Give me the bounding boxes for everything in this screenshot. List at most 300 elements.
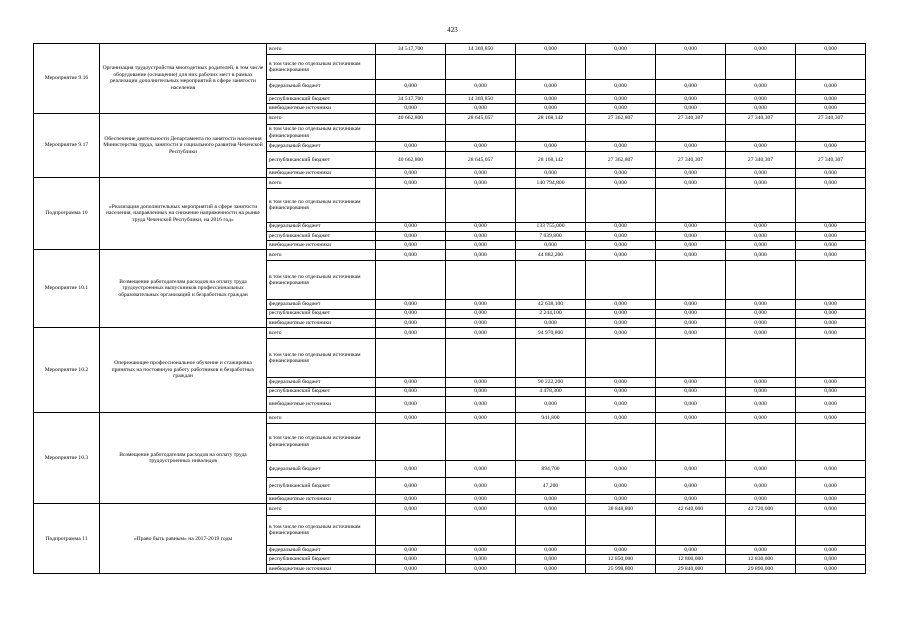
amount-cell [446,124,516,141]
amount-cell: 0,000 [726,300,796,309]
amount-cell: 0,000 [446,460,516,477]
amount-cell: 0,000 [726,231,796,240]
amount-cell: 0,000 [586,169,656,178]
amount-cell: 90 222,200 [516,378,586,387]
amount-cell [516,515,586,546]
amount-cell: 0,000 [796,104,866,113]
amount-cell: 0,000 [446,231,516,240]
program-code: Мероприятие 10.1 [34,249,100,327]
amount-cell: 0,000 [796,79,866,94]
amount-cell: 0,000 [656,231,726,240]
amount-cell [726,124,796,141]
amount-cell: 27 340,307 [656,113,726,124]
table-row [34,412,866,423]
amount-cell: 0,000 [446,309,516,318]
table-row [34,178,866,189]
amount-cell: 0,000 [446,387,516,396]
amount-cell: 0,000 [796,309,866,318]
amount-cell: 0,000 [656,300,726,309]
amount-cell [376,124,446,141]
amount-cell [516,189,586,222]
amount-cell: 0,000 [726,546,796,555]
amount-cell: 0,000 [656,460,726,477]
amount-cell: 0,000 [376,240,446,249]
funding-source: всего [267,113,376,124]
amount-cell: 0,000 [586,178,656,189]
amount-cell: 941,800 [516,412,586,423]
amount-cell: 0,000 [586,495,656,504]
amount-cell: 0,000 [726,44,796,55]
funding-source: федеральный бюджет [267,222,376,231]
amount-cell: 0,000 [726,169,796,178]
amount-cell: 29 890,000 [726,564,796,573]
amount-cell: 0,000 [586,44,656,55]
amount-cell [376,189,446,222]
amount-cell [586,423,656,460]
amount-cell: 0,000 [516,318,586,327]
amount-cell [586,189,656,222]
amount-cell [656,55,726,80]
amount-cell: 0,000 [656,387,726,396]
amount-cell: 0,000 [726,378,796,387]
funding-source: внебюджетные источники [267,396,376,412]
amount-cell: 0,000 [446,141,516,151]
amount-cell: 0,000 [376,231,446,240]
funding-source: в том числе по отдельным источникам финансирования [267,124,376,141]
amount-cell: 0,000 [796,44,866,55]
funding-source: в том числе по отдельным источникам финансирования [267,261,376,300]
amount-cell: 0,000 [726,249,796,260]
funding-source: федеральный бюджет [267,79,376,94]
amount-cell: 0,000 [726,412,796,423]
amount-cell: 2 244,100 [516,309,586,318]
amount-cell: 0,000 [446,546,516,555]
funding-source: федеральный бюджет [267,141,376,151]
amount-cell: 0,000 [656,104,726,113]
amount-cell: 0,000 [586,412,656,423]
amount-cell [726,515,796,546]
amount-cell: 0,000 [726,478,796,495]
amount-cell: 42 640,000 [656,504,726,515]
amount-cell: 0,000 [446,178,516,189]
amount-cell: 0,000 [376,460,446,477]
amount-cell: 0,000 [796,249,866,260]
amount-cell: 0,000 [376,495,446,504]
amount-cell: 0,000 [446,495,516,504]
amount-cell: 0,000 [376,309,446,318]
funding-source: республиканский бюджет [267,478,376,495]
amount-cell: 0,000 [586,387,656,396]
amount-cell: 0,000 [656,79,726,94]
funding-source: внебюджетные источники [267,495,376,504]
amount-cell [446,515,516,546]
amount-cell: 0,000 [796,460,866,477]
amount-cell [726,55,796,80]
amount-cell: 0,000 [726,327,796,338]
funding-source: федеральный бюджет [267,300,376,309]
amount-cell: 4 478,300 [516,387,586,396]
amount-cell: 0,000 [446,564,516,573]
page-number: 423 [447,26,458,34]
amount-cell [376,55,446,80]
amount-cell [726,261,796,300]
amount-cell [656,338,726,377]
amount-cell: 28 168,142 [516,113,586,124]
program-code: Мероприятие 9.16 [34,44,100,114]
amount-cell: 0,000 [446,240,516,249]
amount-cell: 0,000 [446,478,516,495]
amount-cell: 0,000 [516,504,586,515]
amount-cell: 0,000 [726,396,796,412]
amount-cell: 0,000 [376,104,446,113]
amount-cell: 0,000 [796,141,866,151]
amount-cell: 0,000 [376,396,446,412]
funding-source: республиканский бюджет [267,387,376,396]
amount-cell: 0,000 [796,94,866,104]
program-code: Мероприятие 10.2 [34,327,100,412]
amount-cell: 0,000 [586,240,656,249]
program-name: «Право быть равным» на 2017-2019 годы [100,504,267,574]
amount-cell: 40 662,800 [376,151,446,168]
table-row [34,327,866,338]
amount-cell: 29 840,000 [656,564,726,573]
amount-cell: 0,000 [796,318,866,327]
funding-source: всего [267,249,376,260]
amount-cell: 14 369,850 [446,44,516,55]
amount-cell: 12 800,000 [656,555,726,564]
funding-source: внебюджетные источники [267,318,376,327]
amount-cell: 0,000 [586,104,656,113]
amount-cell: 0,000 [376,555,446,564]
amount-cell: 0,000 [446,249,516,260]
amount-cell [446,55,516,80]
amount-cell: 0,000 [726,309,796,318]
amount-cell: 0,000 [726,104,796,113]
amount-cell: 0,000 [446,300,516,309]
amount-cell: 0,000 [796,504,866,515]
amount-cell: 0,000 [446,104,516,113]
program-name: Возмещение работодателям расходов на оплату труда трудоустроенных выпускников профессиональных образовательных организаций и безработных граждан [100,249,267,327]
amount-cell: 27 340,307 [796,151,866,168]
funding-source: всего [267,327,376,338]
amount-cell [656,423,726,460]
amount-cell: 0,000 [796,387,866,396]
amount-cell: 0,000 [516,79,586,94]
amount-cell: 27 340,307 [656,151,726,168]
amount-cell: 0,000 [446,412,516,423]
amount-cell: 42 638,100 [516,300,586,309]
amount-cell: 0,000 [586,478,656,495]
amount-cell: 0,000 [376,300,446,309]
amount-cell [516,423,586,460]
amount-cell: 34 517,700 [376,94,446,104]
amount-cell: 0,000 [586,94,656,104]
amount-cell: 0,000 [726,460,796,477]
amount-cell: 0,000 [796,546,866,555]
amount-cell [586,338,656,377]
amount-cell: 0,000 [516,564,586,573]
amount-cell: 894,700 [516,460,586,477]
amount-cell: 0,000 [376,546,446,555]
amount-cell [446,338,516,377]
amount-cell: 0,000 [586,318,656,327]
amount-cell [586,261,656,300]
program-code: Мероприятие 9.17 [34,113,100,178]
amount-cell: 0,000 [376,318,446,327]
funding-source: внебюджетные источники [267,104,376,113]
funding-source: федеральный бюджет [267,378,376,387]
amount-cell: 44 882,200 [516,249,586,260]
funding-source: внебюджетные источники [267,564,376,573]
amount-cell: 0,000 [796,555,866,564]
amount-cell [376,423,446,460]
funding-source: республиканский бюджет [267,555,376,564]
funding-source: всего [267,412,376,423]
amount-cell: 0,000 [376,504,446,515]
amount-cell [446,423,516,460]
amount-cell [656,124,726,141]
funding-source: в том числе по отдельным источникам финансирования [267,423,376,460]
program-name: Возмещение работодателям расходов на оплату труда трудоустроенных инвалидов [100,412,267,504]
funding-source: в том числе по отдельным источникам финансирования [267,338,376,377]
program-name: Организация трудоустройства многодетных родителей, в том числе оборудование (оснащение) для них рабочих мест в рамках реализации дополнительных мероприятий в сфере занятости населения [100,44,267,114]
amount-cell: 0,000 [726,387,796,396]
amount-cell: 47,200 [516,478,586,495]
amount-cell: 0,000 [726,141,796,151]
amount-cell: 42 720,000 [726,504,796,515]
amount-cell: 0,000 [796,564,866,573]
amount-cell [376,515,446,546]
amount-cell: 0,000 [796,231,866,240]
amount-cell: 0,000 [726,240,796,249]
amount-cell: 0,000 [656,169,726,178]
funding-source: всего [267,44,376,55]
amount-cell: 0,000 [796,222,866,231]
amount-cell: 0,000 [796,412,866,423]
amount-cell: 0,000 [586,327,656,338]
amount-cell: 0,000 [796,178,866,189]
funding-source: республиканский бюджет [267,309,376,318]
program-name: «Реализация дополнительных мероприятий в сфере занятости населения, направленных на снижение напряженности на рынке труда Чеченской Республики, на 2016 год» [100,178,267,250]
amount-cell [796,338,866,377]
amount-cell: 0,000 [516,169,586,178]
amount-cell: 0,000 [516,94,586,104]
amount-cell: 27 340,307 [726,151,796,168]
amount-cell: 0,000 [516,44,586,55]
amount-cell: 0,000 [376,478,446,495]
amount-cell [376,261,446,300]
amount-cell: 0,000 [516,555,586,564]
amount-cell: 0,000 [656,249,726,260]
amount-cell: 0,000 [796,378,866,387]
amount-cell: 0,000 [656,378,726,387]
funding-source: федеральный бюджет [267,460,376,477]
amount-cell: 0,000 [516,104,586,113]
funding-source: республиканский бюджет [267,94,376,104]
amount-cell: 0,000 [656,495,726,504]
amount-cell: 0,000 [376,564,446,573]
amount-cell: 0,000 [446,327,516,338]
amount-cell [726,338,796,377]
amount-cell: 0,000 [516,141,586,151]
amount-cell [586,124,656,141]
amount-cell: 0,000 [376,222,446,231]
amount-cell: 28 645,057 [446,113,516,124]
amount-cell: 12 850,000 [586,555,656,564]
amount-cell: 0,000 [376,249,446,260]
table-row [34,44,866,55]
amount-cell: 0,000 [376,327,446,338]
amount-cell: 0,000 [586,141,656,151]
amount-cell [516,261,586,300]
amount-cell [656,261,726,300]
funding-source: всего [267,504,376,515]
amount-cell: 0,000 [796,300,866,309]
amount-cell: 0,000 [726,495,796,504]
amount-cell: 0,000 [516,240,586,249]
funding-source: федеральный бюджет [267,546,376,555]
funding-source: внебюджетные источники [267,169,376,178]
amount-cell [446,261,516,300]
amount-cell: 0,000 [656,222,726,231]
funding-source: республиканский бюджет [267,151,376,168]
amount-cell [796,423,866,460]
amount-cell [726,189,796,222]
amount-cell [726,423,796,460]
amount-cell: 28 645,057 [446,151,516,168]
amount-cell [516,55,586,80]
amount-cell [796,261,866,300]
funding-source: внебюджетные источники [267,240,376,249]
amount-cell: 0,000 [516,396,586,412]
funding-source: в том числе по отдельным источникам финансирования [267,55,376,80]
amount-cell: 0,000 [586,378,656,387]
amount-cell: 0,000 [586,222,656,231]
amount-cell: 0,000 [796,327,866,338]
amount-cell: 0,000 [586,396,656,412]
amount-cell [656,515,726,546]
amount-cell: 0,000 [446,396,516,412]
program-code: Подпрограмма 11 [34,504,100,574]
amount-cell: 7 039,800 [516,231,586,240]
amount-cell: 0,000 [376,412,446,423]
budget-table [33,43,866,574]
amount-cell: 25 998,800 [586,564,656,573]
amount-cell: 27 340,307 [726,113,796,124]
amount-cell: 0,000 [516,546,586,555]
amount-cell: 0,000 [726,79,796,94]
table-row [34,504,866,515]
program-name: Обеспечение деятельности Департамента по занятости населения Министерства труда, занятости и социального развития Чеченской Республики [100,113,267,178]
amount-cell [796,515,866,546]
amount-cell: 0,000 [726,318,796,327]
amount-cell: 0,000 [376,378,446,387]
amount-cell: 0,000 [586,79,656,94]
funding-source: в том числе по отдельным источникам финансирования [267,189,376,222]
amount-cell: 0,000 [796,396,866,412]
program-code: Подпрограмма 10 [34,178,100,250]
amount-cell: 133 755,000 [516,222,586,231]
amount-cell: 0,000 [516,495,586,504]
amount-cell [516,124,586,141]
amount-cell: 0,000 [726,222,796,231]
funding-source: республиканский бюджет [267,231,376,240]
amount-cell: 27 340,307 [796,113,866,124]
amount-cell: 0,000 [656,94,726,104]
amount-cell: 0,000 [376,79,446,94]
amount-cell [796,124,866,141]
amount-cell: 0,000 [376,178,446,189]
amount-cell: 0,000 [586,249,656,260]
amount-cell: 27 362,807 [586,113,656,124]
amount-cell: 0,000 [796,478,866,495]
amount-cell: 27 362,807 [586,151,656,168]
table-row [34,113,866,124]
amount-cell [796,55,866,80]
amount-cell: 0,000 [586,546,656,555]
funding-source: в том числе по отдельным источникам финансирования [267,515,376,546]
amount-cell: 0,000 [586,231,656,240]
amount-cell: 0,000 [656,327,726,338]
amount-cell: 28 168,142 [516,151,586,168]
amount-cell: 0,000 [656,309,726,318]
amount-cell: 0,000 [656,178,726,189]
amount-cell: 12 830,000 [726,555,796,564]
program-code: Мероприятие 10.3 [34,412,100,504]
amount-cell [586,515,656,546]
amount-cell: 94 970,800 [516,327,586,338]
amount-cell: 0,000 [586,300,656,309]
amount-cell: 0,000 [446,222,516,231]
amount-cell: 40 662,800 [376,113,446,124]
amount-cell: 0,000 [796,495,866,504]
amount-cell [796,189,866,222]
amount-cell: 0,000 [656,44,726,55]
amount-cell [656,189,726,222]
amount-cell: 0,000 [446,169,516,178]
amount-cell: 34 517,700 [376,44,446,55]
amount-cell: 0,000 [796,169,866,178]
amount-cell: 0,000 [656,240,726,249]
amount-cell: 0,000 [656,318,726,327]
amount-cell: 0,000 [656,396,726,412]
amount-cell: 14 369,850 [446,94,516,104]
amount-cell: 0,000 [656,412,726,423]
amount-cell [516,338,586,377]
amount-cell: 0,000 [726,94,796,104]
amount-cell: 140 794,800 [516,178,586,189]
amount-cell: 0,000 [376,387,446,396]
amount-cell: 0,000 [446,318,516,327]
amount-cell: 0,000 [656,141,726,151]
amount-cell: 0,000 [796,240,866,249]
table-body [34,44,866,574]
funding-source: всего [267,178,376,189]
amount-cell: 0,000 [586,309,656,318]
amount-cell: 0,000 [656,478,726,495]
amount-cell: 38 848,800 [586,504,656,515]
amount-cell: 0,000 [376,169,446,178]
amount-cell: 0,000 [656,546,726,555]
amount-cell: 0,000 [726,178,796,189]
amount-cell [376,338,446,377]
program-name: Опережающее профессиональное обучение и стажировка принятых на постоянную работу работников и безработных граждан [100,327,267,412]
amount-cell [586,55,656,80]
amount-cell: 0,000 [446,378,516,387]
amount-cell: 0,000 [446,79,516,94]
amount-cell: 0,000 [586,460,656,477]
amount-cell: 0,000 [376,141,446,151]
